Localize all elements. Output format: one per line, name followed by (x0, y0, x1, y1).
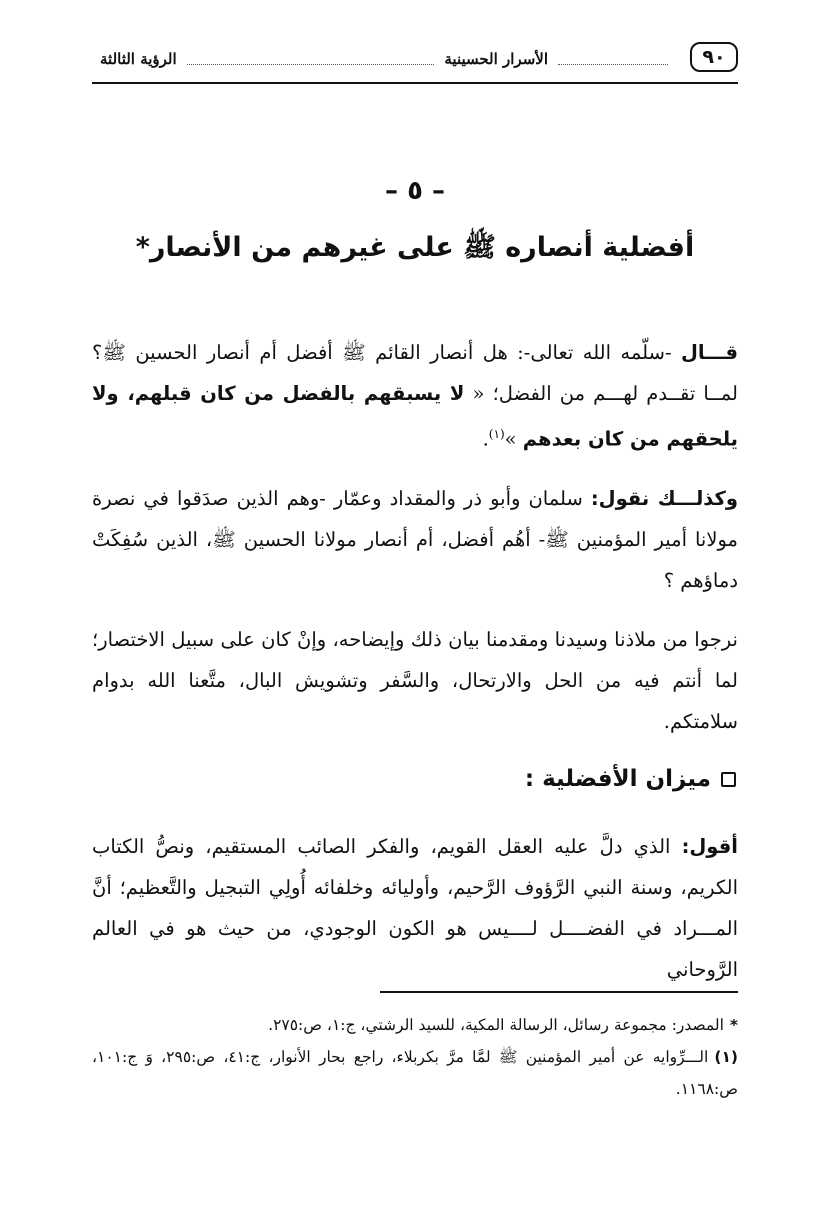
paragraph-lead: قـــال (680, 341, 738, 364)
page-header (92, 34, 738, 84)
paragraph-text: » (504, 427, 523, 451)
chapter-title: أفضلية أنصاره ﷺ على غيرهم من الأنصار* (135, 232, 695, 263)
paragraph-text: الذي دلَّ عليه العقل القويم، والفكر الصائب المستقيم، ونصُّ الكتاب الكريم، وسنة النبي الرَّؤوف الرَّحيم، وأوليائه وخلفائه أُولِي التبجيل والتَّعظيم؛ أنَّ المـــراد في الفضــــل لــــيس هو الكون الوجودي، من حيث هو في العالم الرَّوحاني (92, 835, 738, 981)
header-leader-dots (187, 53, 435, 65)
footnote-divider (380, 991, 738, 993)
section-heading (525, 766, 736, 792)
footnote-reference: (١) (488, 427, 505, 441)
running-header (100, 46, 678, 72)
footnote-mark: * (729, 1016, 738, 1034)
paragraph-text: سلمان وأبو ذر والمقداد وعمّار -وهم الذين صدَقوا في نصرة مولانا أمير المؤمنين ﷺ- أهُم أفضل، أم أنصار مولانا الحسين ﷺ، الذين سُفِكَتْ دماؤهم ؟ (92, 487, 738, 592)
book-title: الأسرار الحسينية (444, 50, 548, 68)
quoted-hadith: لا يسبقهم بالفضل من كان قبلهم، ولا يلحقهم من كان بعدهم (92, 382, 738, 451)
paragraph-lead: وكذلـــك نقول: (590, 487, 739, 510)
footnotes (92, 1009, 738, 1105)
page-number: ٩٠ (702, 46, 726, 68)
paragraph (92, 826, 738, 990)
section-title: الرؤية الثالثة (100, 50, 177, 68)
paragraph (92, 478, 738, 601)
paragraph-text: -سلّمه الله تعالى-: هل أنصار القائم ﷺ أفضل أم أنصار الحسين ﷺ؟ لمــا تقــدم لهـــم من الفضل؛ « (92, 341, 739, 405)
paragraph-text: نرجوا من ملاذنا وسيدنا ومقدمنا بيان ذلك وإيضاحه، وإنْ كان على سبيل الاختصار؛ لما أنتم فيه من الحل والارتحال، والسَّفر وتشويش البال، متَّعنا الله بدوام سلامتكم. (92, 628, 738, 733)
paragraph (92, 332, 738, 460)
page-number-badge (690, 42, 738, 72)
section-heading-text: ميزان الأفضلية : (524, 766, 711, 792)
paragraph-end: . (482, 427, 489, 451)
square-icon (721, 772, 736, 787)
footnote-text: الـــرِّوايه عن أمير المؤمنين ﷺ لمَّا مرَّ بكربلاء، راجع بحار الأنوار، ج:٤١، ص:٢٩٥، وَ ج:١٠١، ص:١١٦٨. (92, 1048, 738, 1098)
footnote (92, 1041, 738, 1105)
footnote (92, 1009, 738, 1041)
paragraph (92, 619, 738, 742)
header-leader-dots (558, 53, 668, 65)
paragraph-lead: أقول: (681, 835, 738, 858)
footnote-mark: (١) (714, 1048, 738, 1066)
chapter-number: – ٥ – (385, 176, 445, 206)
footnote-text: المصدر: مجموعة رسائل، الرسالة المكية، للسيد الرشتي، ج:١، ص:٢٧٥. (268, 1016, 724, 1034)
